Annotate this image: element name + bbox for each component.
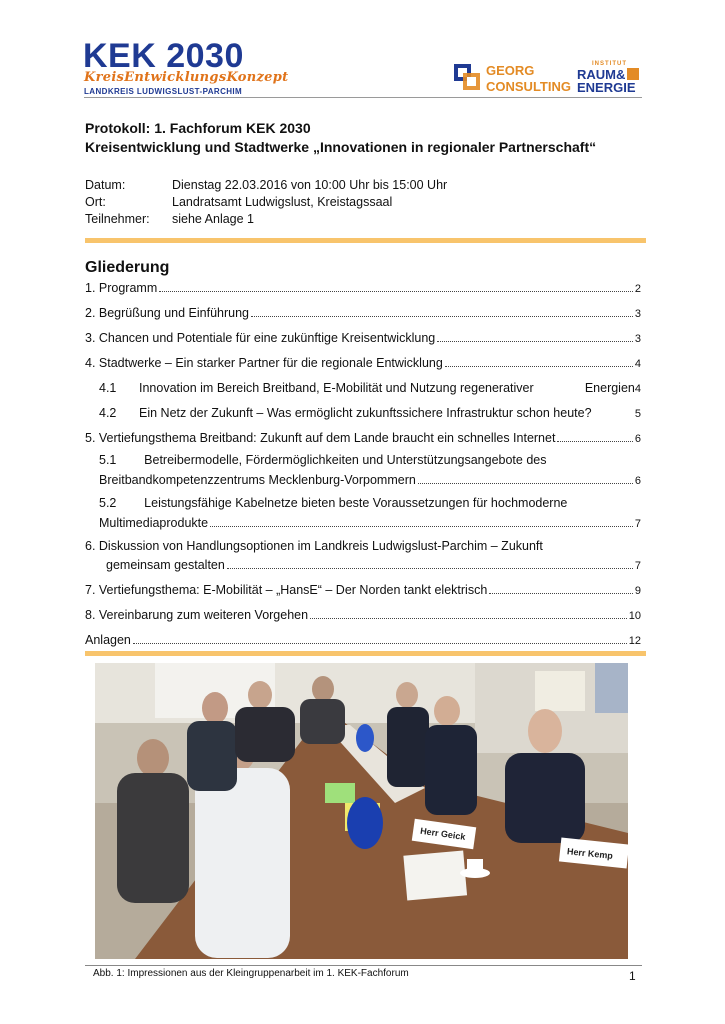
toc-leader: [133, 643, 627, 644]
toc-leader: [489, 593, 633, 594]
toc-leader: [227, 568, 633, 569]
toc-entry-5-2[interactable]: [99, 514, 641, 530]
toc-entry-5-1[interactable]: [99, 471, 641, 487]
place-label: Ort:: [85, 195, 106, 209]
participants-label: Teilnehmer:: [85, 212, 150, 226]
footer-divider: [85, 965, 642, 966]
toc-entry-text: Breitbandkompetenzzentrums Mecklenburg-Vorpommern: [99, 473, 416, 487]
toc-entry-text: 4. Stadtwerke – Ein starker Partner für die regionale Entwicklung: [85, 356, 443, 370]
orange-divider-bottom: [85, 651, 646, 656]
institut-label: INSTITUT: [592, 61, 627, 67]
toc-page: 10: [628, 610, 641, 622]
toc-entry-4[interactable]: [85, 354, 641, 370]
place-value: Landratsamt Ludwigslust, Kreistagssaal: [172, 195, 393, 209]
toc-page: 2: [634, 283, 641, 295]
toc-page: 12: [628, 635, 641, 647]
toc-page: 6: [634, 433, 641, 445]
toc-entry-text: Multimediaprodukte: [99, 516, 209, 530]
georg-consulting-logo-text: [486, 63, 571, 95]
toc-page: 4: [634, 358, 641, 370]
toc-entry-3[interactable]: [85, 329, 641, 345]
toc-leader: [210, 526, 633, 527]
toc-leader: [251, 316, 633, 317]
toc-entry-text: Innovation im Bereich Breitband, E-Mobilität und Nutzung regenerativer: [139, 381, 534, 395]
participants-value: siehe Anlage 1: [172, 212, 255, 226]
toc-entry-tail: Energien: [584, 381, 635, 395]
toc-page: 5: [634, 408, 641, 420]
kek-logo-subtitle: KreisEntwicklungsKonzept: [84, 70, 289, 85]
toc-entry-number: 4.1: [99, 381, 117, 395]
toc-entry-text: 8. Vereinbarung zum weiteren Vorgehen: [85, 608, 309, 622]
toc-entry-4-2[interactable]: [99, 404, 641, 420]
toc-entry-annex[interactable]: [85, 631, 641, 647]
toc-entry-text: 5. Vertiefungsthema Breitband: Zukunft auf dem Lande braucht ein schnelles Internet: [85, 431, 556, 445]
consulting-line: CONSULTING: [486, 79, 571, 94]
protocol-title: Protokoll: 1. Fachforum KEK 2030: [85, 120, 311, 136]
toc-leader: [418, 483, 633, 484]
date-value: Dienstag 22.03.2016 von 10:00 Uhr bis 15:00 Uhr: [172, 178, 448, 192]
toc-entry-text: 3. Chancen und Potentiale für eine zukünftige Kreisentwicklung: [85, 331, 436, 345]
toc-leader: [159, 291, 633, 292]
raum-energie-logo-mark: [627, 68, 639, 80]
toc-heading: Gliederung: [85, 259, 170, 276]
raum-label: RAUM&: [577, 67, 626, 82]
toc-page: 3: [634, 333, 641, 345]
kek-logo-region: LANDKREIS LUDWIGSLUST-PARCHIM: [84, 87, 243, 96]
toc-leader: [557, 441, 632, 442]
toc-entry-text: Ein Netz der Zukunft – Was ermöglicht zukunftssichere Infrastruktur schon heute?: [139, 406, 592, 420]
toc-entry-6-line1: 6. Diskussion von Handlungsoptionen im Landkreis Ludwigslust-Parchim – Zukunft: [85, 539, 543, 553]
date-label: Datum:: [85, 178, 126, 192]
kek-logo-title: KEK 2030: [83, 37, 244, 75]
protocol-subtitle: Kreisentwicklung und Stadtwerke „Innovationen in regionaler Partnerschaft“: [85, 139, 597, 155]
toc-entry-5-1-line1: 5.1 Betreibermodelle, Fördermöglichkeiten und Unterstützungsangebote des: [99, 453, 547, 467]
figure-caption: Abb. 1: Impressionen aus der Kleingruppenarbeit im 1. KEK-Fachforum: [93, 968, 409, 979]
toc-entry-8[interactable]: [85, 606, 641, 622]
toc-page: 3: [634, 308, 641, 320]
photo-nameplate-2: Herr Kemp: [566, 846, 614, 861]
toc-page: 7: [634, 560, 641, 572]
workshop-photo: [95, 663, 628, 959]
toc-leader: [310, 618, 627, 619]
toc-page: 4: [634, 383, 641, 395]
energie-label: ENERGIE: [577, 80, 636, 95]
toc-entry-text: gemeinsam gestalten: [106, 558, 225, 572]
toc-entry-number: 4.2: [99, 406, 117, 420]
toc-entry-7[interactable]: [85, 581, 641, 597]
orange-divider-top: [85, 238, 646, 243]
toc-entry-5[interactable]: [85, 429, 641, 445]
toc-page: 9: [634, 585, 641, 597]
page-number: 1: [629, 969, 636, 983]
header-divider: [84, 97, 642, 98]
toc-leader: [437, 341, 633, 342]
toc-entry-5-2-line1: 5.2 Leistungsfähige Kabelnetze bieten beste Voraussetzungen für hochmoderne: [99, 496, 568, 510]
toc-leader: [445, 366, 633, 367]
georg-consulting-logo-icon: [453, 63, 481, 91]
toc-entry-text: 2. Begrüßung und Einführung: [85, 306, 250, 320]
toc-page: 6: [634, 475, 641, 487]
toc-entry-4-1[interactable]: [99, 379, 641, 395]
georg-line: GEORG: [486, 63, 535, 78]
toc-entry-6[interactable]: [106, 556, 641, 572]
toc-entry-text: Anlagen: [85, 633, 131, 647]
photo-nameplate-1: Herr Geick: [419, 825, 467, 842]
toc-entry-2[interactable]: [85, 304, 641, 320]
toc-page: 7: [634, 518, 641, 530]
toc-entry-1[interactable]: [85, 279, 641, 295]
toc-entry-text: 7. Vertiefungsthema: E-Mobilität – „HansE“ – Der Norden tankt elektrisch: [85, 583, 488, 597]
toc-entry-text: 1. Programm: [85, 281, 158, 295]
